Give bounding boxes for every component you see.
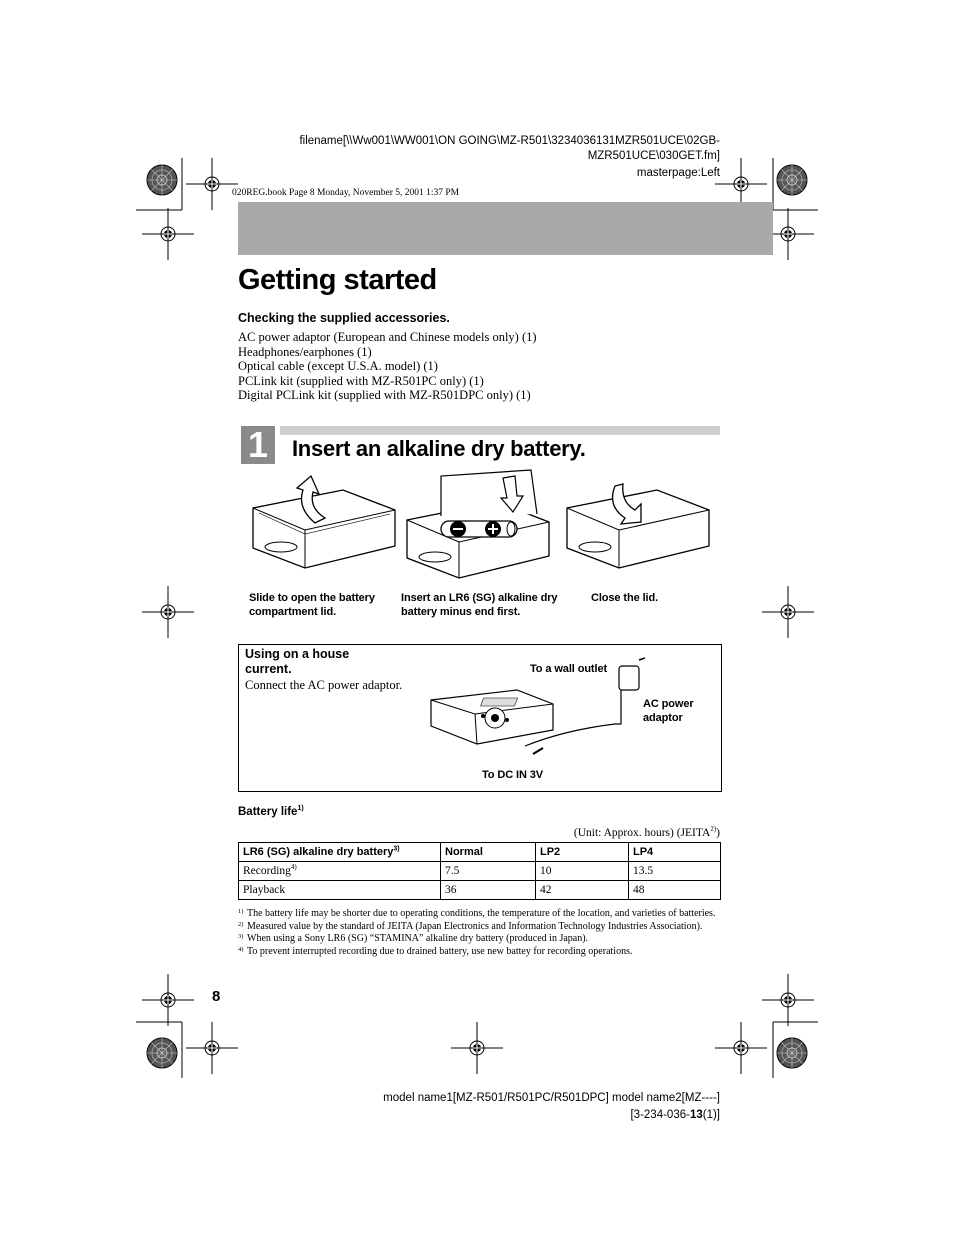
footer [383, 1090, 720, 1124]
star-target-icon [147, 165, 177, 195]
star-target-icon [147, 1038, 177, 1068]
crosshair-icon [142, 586, 194, 638]
label-ac-adaptor [643, 697, 694, 725]
caption-line: Slide to open the battery [249, 592, 375, 604]
row-label: Playback [239, 881, 441, 900]
caption-close-lid [591, 591, 658, 605]
table-row [239, 862, 721, 881]
heading-text: Battery life [238, 806, 298, 818]
battery-life-heading [238, 806, 304, 818]
label-line: AC power [643, 698, 694, 710]
filename-line-2: MZR501UCE\030GET.fm] [587, 150, 720, 162]
footnote-mark: 2) [710, 825, 717, 834]
accessories-heading: Checking the supplied accessories. [238, 311, 450, 325]
footer-line-1: model name1[MZ-R501/R501PC/R501DPC] model name2[MZ----] [383, 1092, 720, 1104]
label-dc-in: To DC IN 3V [482, 769, 544, 781]
crosshair-icon [142, 974, 194, 1026]
crosshair-icon [762, 974, 814, 1026]
list-item: Digital PCLink kit (supplied with MZ-R501DPC only) (1) [238, 388, 531, 403]
crosshair-icon [186, 1022, 238, 1074]
label-wall-outlet: To a wall outlet [530, 663, 608, 675]
unit-text-close: ) [716, 827, 720, 839]
step-title: Insert an alkaline dry battery. [292, 436, 586, 461]
accessories-list [238, 330, 537, 403]
battery-life-table [238, 842, 721, 900]
row-label: Recording$^{4)}$ [239, 862, 441, 881]
star-target-icon [777, 1038, 807, 1068]
caption-line: Insert an LR6 (SG) alkaline dry [401, 592, 558, 604]
caption-open-lid [249, 591, 375, 619]
heading-line: Using on a house [245, 647, 350, 661]
crosshair-icon [715, 1022, 767, 1074]
table-cell: 48 [629, 881, 721, 900]
device-insert-battery-illustration [407, 470, 549, 578]
footnotes [238, 908, 723, 959]
footnote-mark: 1) [297, 805, 304, 813]
crosshair-icon [142, 208, 194, 260]
footer-line-2: [3-234-036-13(1)] [630, 1109, 720, 1121]
list-item: AC power adaptor (European and Chinese models only) (1) [238, 330, 537, 344]
column-header: LR6 (SG) alkaline dry battery$^{3)}$ [239, 843, 441, 862]
footnote: 1) The battery life may be shorter due to operating conditions, the temperature of the location, and varieties of batteries. [238, 908, 716, 919]
filename-line-1: filename[\\Ww001\WW001\ON GOING\MZ-R501\3234036131MZR501UCE\02GB- [299, 135, 720, 147]
footnote: 3) When using a Sony LR6 (SG) “STAMINA” alkaline dry battery (produced in Japan). [238, 933, 589, 945]
footnote: 2) Measured value by the standard of JEITA (Japan Electronics and Information Technology Industries Association). [238, 920, 703, 932]
table-cell: 7.5 [441, 862, 536, 881]
list-item: Headphones/earphones (1) [238, 344, 372, 359]
caption-line: compartment lid. [249, 606, 337, 618]
page-title: Getting started [238, 264, 437, 296]
step-number: 1 [241, 426, 275, 464]
caption-line: Close the lid. [591, 592, 659, 604]
table-cell: 36 [441, 881, 536, 900]
house-current-text: Connect the AC power adaptor. [245, 678, 403, 692]
crosshair-icon [451, 1022, 503, 1074]
heading-line: current. [245, 662, 292, 676]
header-masterpage: masterpage:Left [636, 167, 720, 179]
table-row [239, 881, 721, 900]
star-target-icon [777, 165, 807, 195]
table-header-row [239, 843, 721, 862]
page-number: 8 [212, 988, 221, 1005]
table-cell: 42 [536, 881, 629, 900]
book-info-line: 020REG.book Page 8 Monday, November 5, 2001 1:37 PM [232, 188, 460, 198]
battery-steps-illustration [245, 468, 720, 588]
unit-note [574, 827, 720, 839]
device-close-lid-illustration [567, 484, 709, 568]
header-filename [299, 134, 720, 164]
caption-line: battery minus end first. [401, 606, 521, 618]
column-header: Normal [441, 843, 536, 862]
label-line: adaptor [643, 712, 683, 724]
step-heading-bar [280, 426, 720, 435]
crosshair-icon [186, 158, 238, 210]
list-item: Optical cable (except U.S.A. model) (1) [238, 359, 438, 374]
house-current-heading [245, 647, 415, 677]
column-header: LP4 [629, 843, 721, 862]
list-item: PCLink kit (supplied with MZ-R501PC only) (1) [238, 373, 484, 388]
unit-text: (Unit: Approx. hours) (JEITA [573, 827, 711, 839]
device-open-lid-illustration [253, 476, 395, 568]
caption-insert-battery [401, 591, 557, 619]
header-band [238, 202, 773, 255]
table-cell: 13.5 [629, 862, 721, 881]
footnote: 4) To prevent interrupted recording due to drained battery, use new battey for recording operations. [238, 946, 633, 958]
column-header: LP2 [536, 843, 629, 862]
table-cell: 10 [536, 862, 629, 881]
crosshair-icon [762, 586, 814, 638]
